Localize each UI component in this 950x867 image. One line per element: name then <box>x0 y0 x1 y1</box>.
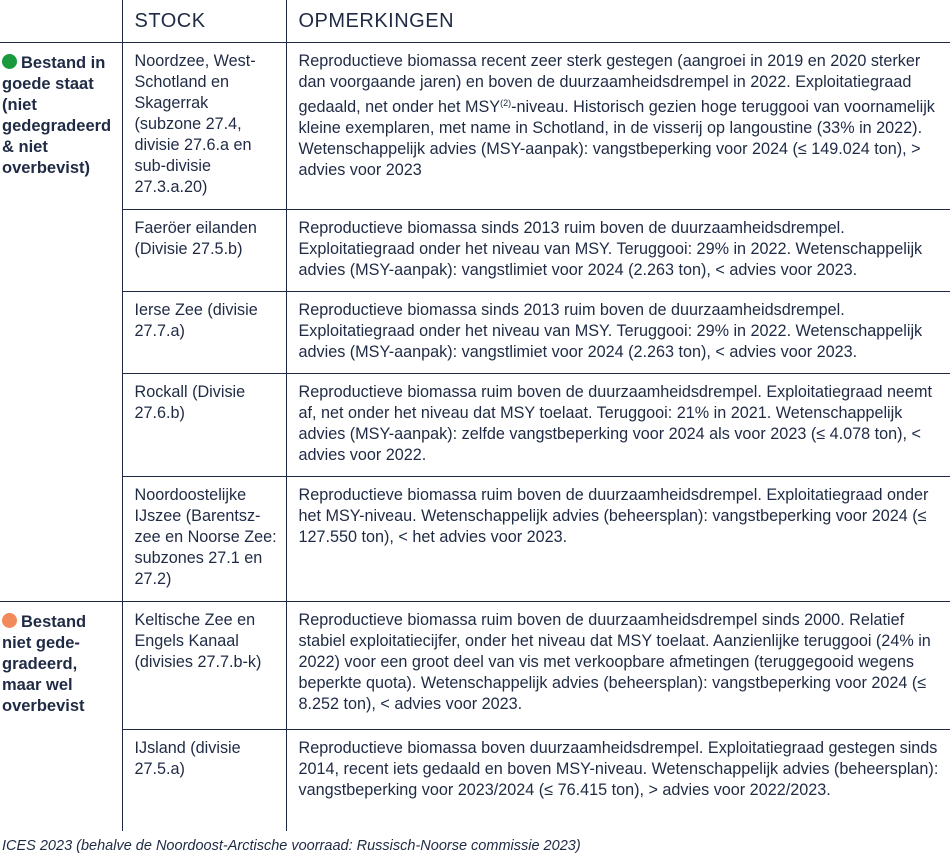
status-label: Bestand niet gede-gradeerd, maar wel overbevist <box>2 613 87 715</box>
stock-remark: Reproductieve biomassa sinds 2013 ruim boven de duurzaamheidsdrempel. Exploitatiegraad onder het niveau van MSY. Teruggooi: 29% in 2022. Wetenschappelijk advies (MSY-aanpak): vangstlimiet voor 2024 (2.263 ton), < advies voor 2023. <box>286 210 950 292</box>
status-good <box>0 43 122 602</box>
stock-remark: Reproductieve biomassa ruim boven de duurzaamheidsdrempel. Exploitatiegraad neemt af, net onder het niveau dat MSY toelaat. Teruggooi: 21% in 2021. Wetenschappelijk advies (MSY-aanpak): zelfde vangstbeperking voor 2024 als voor 2023 (≤ 4.078 ton), < advies voor 2022. <box>286 374 950 477</box>
stock-remark <box>286 43 950 210</box>
table-row <box>0 602 950 730</box>
status-overfished <box>0 602 122 831</box>
stock-name: IJsland (divisie 27.5.a) <box>122 730 286 831</box>
status-dot-orange-icon <box>2 613 17 628</box>
stock-remark: Reproductieve biomassa boven duurzaamheidsdrempel. Exploitatiegraad gestegen sinds 2014, recent iets gedaald en boven MSY-niveau. Wetenschappelijk advies (beheersplan): vangstbeperking voor 2023/2024 (≤ 76.415 ton), > advies voor 2022/2023. <box>286 730 950 831</box>
stock-name: Noordoostelijke IJszee (Barentsz-zee en Noorse Zee: subzones 27.1 en 27.2) <box>122 477 286 602</box>
footnote-ref: (2) <box>500 98 512 108</box>
table-row <box>0 210 950 292</box>
stock-remark: Reproductieve biomassa ruim boven de duurzaamheidsdrempel sinds 2000. Relatief stabiel exploitatiecijfer, onder het niveau dat MSY toelaat. Aanzienlijke teruggooi (24% in 2022) voor een groot deel van vis met verkoopbare afmetingen (teruggegooid wegens beperkte quota). Wetenschappelijk advies (beheersplan): vangstbeperking voor 2024 (≤ 8.252 ton), < advies voor 2023. <box>286 602 950 730</box>
table-header-row <box>0 0 950 43</box>
table-row <box>0 292 950 374</box>
stock-remark: Reproductieve biomassa ruim boven de duurzaamheidsdrempel. Exploitatiegraad onder het MSY-niveau. Wetenschappelijk advies (beheersplan): vangstbeperking voor 2024 (≤ 127.550 ton), < het advies voor 2023. <box>286 477 950 602</box>
table-row <box>0 730 950 831</box>
header-remarks: OPMERKINGEN <box>286 0 950 43</box>
status-dot-green-icon <box>2 54 17 69</box>
remark-text: Reproductieve biomassa recent zeer sterk gestegen (aangroei in 2019 en 2020 sterker dan voorgaande jaren) en boven de duurzaamheidsdrempel in 2022. Exploitatiegraad gedaald, net onder het MSY <box>298 52 921 116</box>
header-status <box>0 0 122 43</box>
stock-name: Ierse Zee (divisie 27.7.a) <box>122 292 286 374</box>
stock-name: Noordzee, West-Schotland en Skagerrak (subzone 27.4, divisie 27.6.a en sub-divisie 27.3.a.20) <box>122 43 286 210</box>
header-stock: STOCK <box>122 0 286 43</box>
status-label: Bestand in goede staat (niet gedegradeerd & niet overbevist) <box>2 54 112 177</box>
stock-name: Rockall (Divisie 27.6.b) <box>122 374 286 477</box>
stock-remark: Reproductieve biomassa sinds 2013 ruim boven de duurzaamheidsdrempel. Exploitatiegraad onder het niveau van MSY. Teruggooi: 29% in 2022. Wetenschappelijk advies (MSY-aanpak): vangstlimiet voor 2024 (2.263 ton), < advies voor 2023. <box>286 292 950 374</box>
stock-name: Keltische Zee en Engels Kanaal (divisies 27.7.b-k) <box>122 602 286 730</box>
table-row <box>0 43 950 210</box>
stock-name: Faeröer eilanden (Divisie 27.5.b) <box>122 210 286 292</box>
table-row <box>0 374 950 477</box>
source-caption: ICES 2023 (behalve de Noordoost-Arctische voorraad: Russisch-Noorse commissie 2023) <box>2 838 581 854</box>
remark-text-cont: -niveau. Historisch gezien hoge teruggooi van voornamelijk kleine exemplaren, met name in Schotland, in de visserij op langoustine (33% in 2022). Wetenschappelijk advies (MSY-aanpak): vangstbeperking voor 2024 (≤ 149.024 ton), > advies voor 2023 <box>298 98 935 179</box>
table-row <box>0 477 950 602</box>
